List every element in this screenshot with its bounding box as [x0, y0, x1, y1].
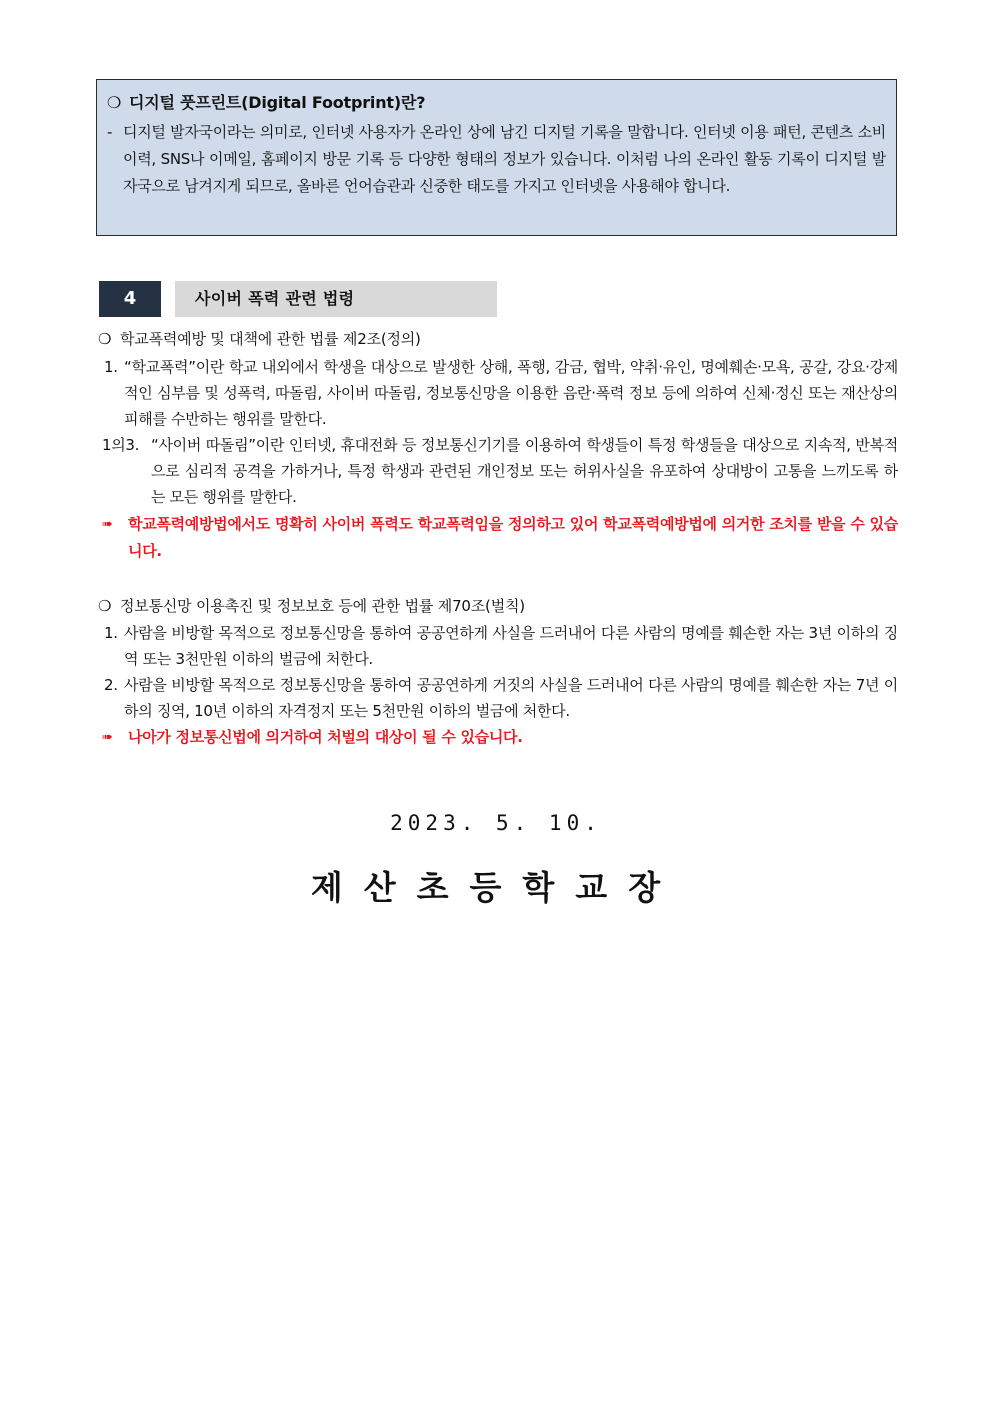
law-school-violence [98, 327, 898, 565]
box-body [107, 119, 886, 200]
note-text: 나아가 정보통신법에 의거하여 처벌의 대상이 될 수 있습니다. [128, 728, 523, 746]
section-title: 사이버 폭력 관련 법령 [175, 281, 497, 317]
item-text: 사람을 비방할 목적으로 정보통신망을 통하여 공공연하게 거짓의 사실을 드러내어 다른 사람의 명예를 훼손한 자는 7년 이하의 징역, 10년 이하의 자격정지 또는 5천만원 이하의 벌금에 처한다. [124, 676, 898, 720]
list-item [98, 620, 898, 672]
item-text: 사람을 비방할 목적으로 정보통신망을 통하여 공공연하게 사실을 드러내어 다른 사람의 명예를 훼손한 자는 3년 이하의 징역 또는 3천만원 이하의 벌금에 처한다. [124, 624, 898, 668]
arrow-icon: ➠ [102, 730, 113, 745]
item-number: 2. [104, 676, 118, 694]
law-title [98, 594, 898, 618]
section-number: 4 [99, 281, 161, 317]
highlight-note [98, 511, 898, 565]
circle-bullet-icon: ❍ [98, 597, 112, 615]
item-text: “사이버 따돌림”이란 인터넷, 휴대전화 등 정보통신기기를 이용하여 학생들이 특정 학생들을 대상으로 지속적, 반복적으로 심리적 공격을 가하거나, 특정 학생과 관련된 개인정보 또는 허위사실을 유포하여 상대방이 고통을 느끼도록 하는 모든 행위를 말한다. [151, 436, 898, 506]
law-title-text: 학교폭력예방 및 대책에 관한 법률 제2조(정의) [120, 330, 421, 348]
box-title-text: 디지털 풋프린트(Digital Footprint)란? [129, 93, 426, 112]
school-principal-signature: 제산초등학교장 [310, 868, 682, 907]
law-title-text: 정보통신망 이용촉진 및 정보보호 등에 관한 법률 제70조(벌칙) [120, 597, 525, 615]
arrow-icon: ➠ [102, 517, 113, 532]
law-title [98, 327, 898, 351]
list-item [98, 432, 898, 510]
circle-bullet-icon: ❍ [107, 93, 122, 112]
item-number: 1의3. [102, 436, 140, 454]
box-body-text: 디지털 발자국이라는 의미로, 인터넷 사용자가 온라인 상에 남긴 디지털 기록을 말합니다. 인터넷 이용 패턴, 콘텐츠 소비 이력, SNS나 이메일, 홈페이지 방문 기록 등 다양한 형태의 정보가 있습니다. 이처럼 나의 온라인 활동 기록이 디지털 발자국으로 남겨지게 되므로, 올바른 언어습관과 신중한 태도를 가지고 인터넷을 사용해야 합니다. [123, 123, 886, 195]
item-number: 1. [104, 624, 118, 642]
dash-bullet: - [107, 123, 113, 141]
list-item [98, 672, 898, 724]
box-title [107, 91, 886, 115]
item-text: “학교폭력”이란 학교 내외에서 학생을 대상으로 발생한 상해, 폭행, 감금, 협박, 약취·유인, 명예훼손·모욕, 공갈, 강요·강제적인 심부름 및 성폭력, 따돌림, 사이버 따돌림, 정보통신망을 이용한 음란·폭력 정보 등에 의하여 신체·정신 또는 재산상의 피해를 수반하는 행위를 말한다. [124, 358, 898, 428]
law-information-network [98, 594, 898, 751]
note-text: 학교폭력예방법에서도 명확히 사이버 폭력도 학교폭력임을 정의하고 있어 학교폭력예방법에 의거한 조치를 받을 수 있습니다. [128, 515, 898, 560]
list-item [98, 354, 898, 432]
issue-date: 2023. 5. 10. [390, 811, 602, 835]
item-number: 1. [104, 358, 118, 376]
circle-bullet-icon: ❍ [98, 330, 112, 348]
highlight-note [98, 724, 898, 751]
digital-footprint-box [96, 79, 897, 236]
